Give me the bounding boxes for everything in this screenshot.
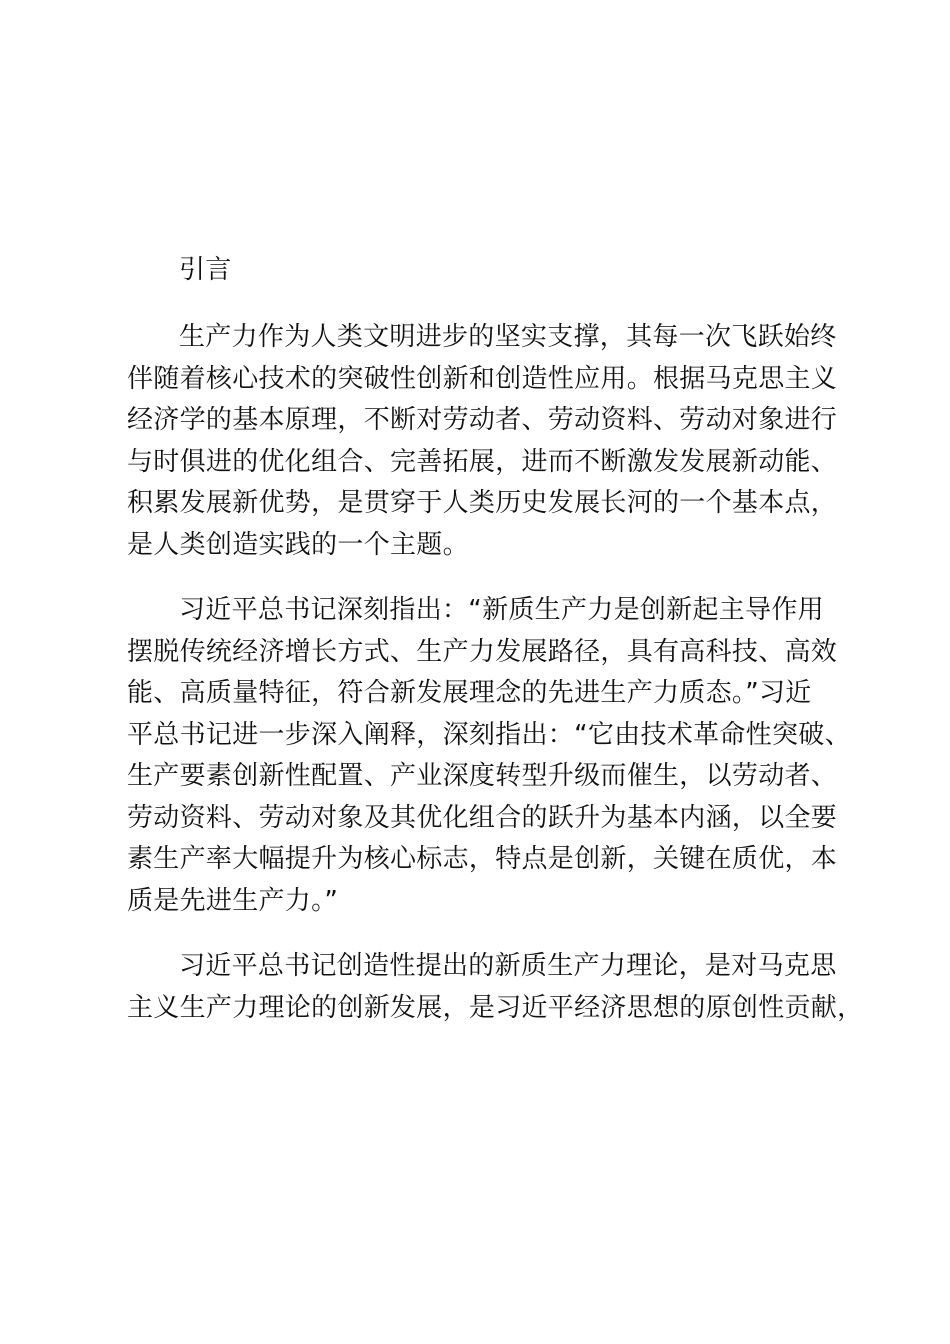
paragraph-line: 素生产率大幅提升为核心标志，特点是创新，关键在质优，本 bbox=[127, 844, 838, 874]
paragraph-line: 能、高质量特征，符合新发展理念的先进生产力质态。”习近 bbox=[127, 678, 812, 708]
paragraph-line: 生产要素创新性配置、产业深度转型升级而催生，以劳动者、 bbox=[127, 761, 838, 791]
paragraph-line: 伴随着核心技术的突破性创新和创造性应用。根据马克思主义 bbox=[127, 363, 838, 394]
section-heading: 引言 bbox=[179, 255, 232, 285]
paragraph-1 bbox=[127, 317, 847, 566]
paragraph-line: 习近平总书记深刻指出：“新质生产力是创新起主导作用 bbox=[179, 595, 824, 625]
paragraph-line: 生产力作为人类文明进步的坚实支撑，其每一次飞跃始终 bbox=[179, 322, 837, 352]
paragraph-line: 是人类创造实践的一个主题。 bbox=[127, 529, 469, 560]
paragraph-line: 平总书记进一步深入阐释，深刻指出：“它由技术革命性突破、 bbox=[127, 719, 851, 750]
paragraph-line: 摆脱传统经济增长方式、生产力发展路径，具有高科技、高效 bbox=[127, 636, 838, 667]
paragraph-line: 主义生产力理论的创新发展，是习近平经济思想的原创性贡献， bbox=[127, 992, 864, 1023]
paragraph-3 bbox=[127, 946, 864, 1029]
paragraph-line: 劳动资料、劳动对象及其优化组合的跃升为基本内涵，以全要 bbox=[127, 802, 838, 833]
paragraph-line: 经济学的基本原理，不断对劳动者、劳动资料、劳动对象进行 bbox=[127, 405, 838, 435]
paragraph-2 bbox=[127, 590, 851, 922]
document-body bbox=[127, 248, 864, 1053]
paragraph-line: 积累发展新优势，是贯穿于人类历史发展长河的一个基本点， bbox=[127, 488, 838, 518]
paragraph-line: 质是先进生产力。” bbox=[127, 885, 339, 916]
paragraph-line: 与时俱进的优化组合、完善拓展，进而不断激发发展新动能、 bbox=[127, 446, 838, 477]
paragraph-line: 习近平总书记创造性提出的新质生产力理论，是对马克思 bbox=[179, 951, 837, 981]
